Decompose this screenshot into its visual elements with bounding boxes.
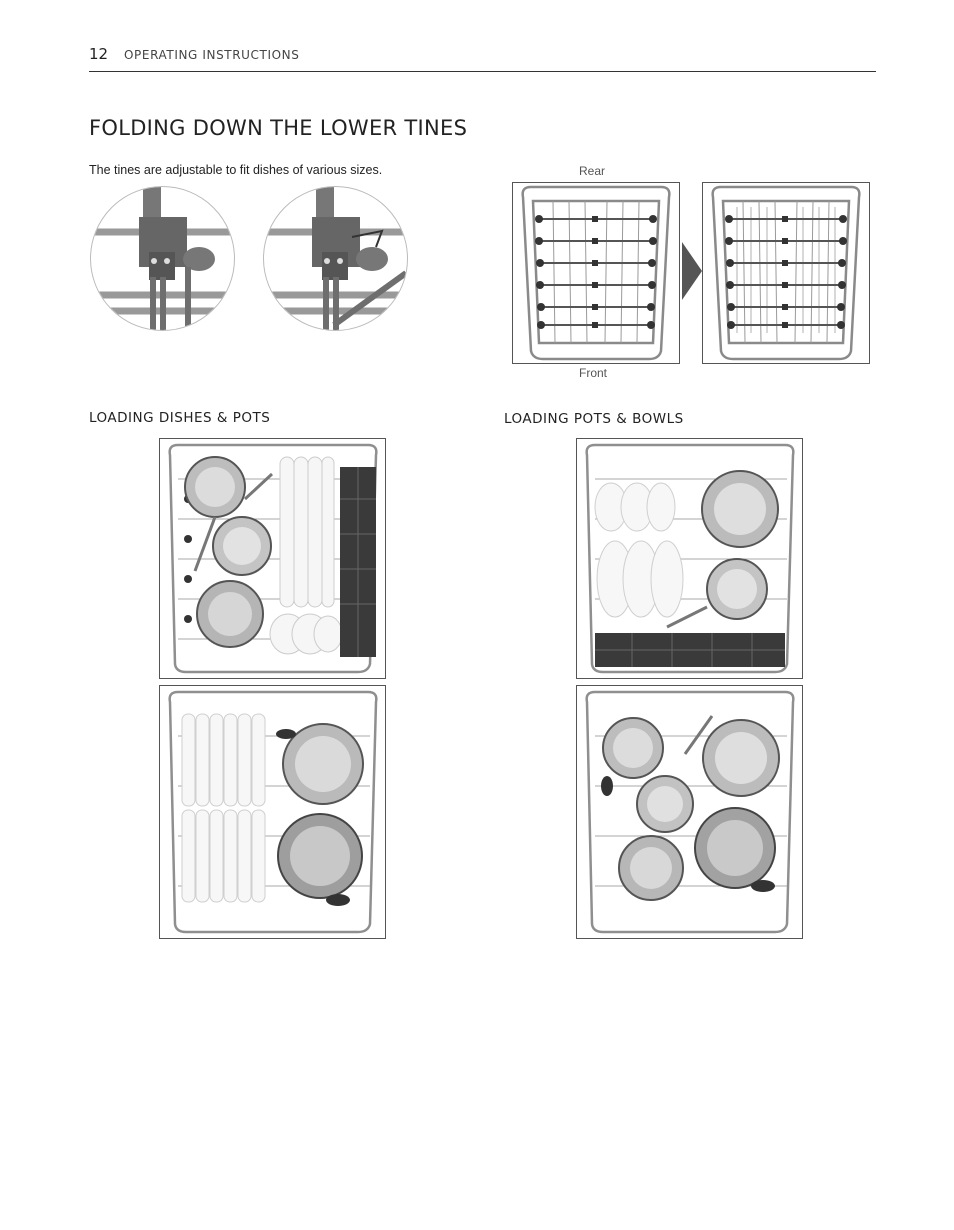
header-divider [89,71,876,72]
loading-pots-bowls-photo-1 [576,438,803,679]
loading-pots-bowls-photo-2 [576,685,803,939]
loading-dishes-pots-photo-1 [159,438,386,679]
intro-text: The tines are adjustable to fit dishes of various sizes. [89,163,383,177]
rack-rear-label: Rear [579,164,606,178]
rack-tines-up-image [512,182,680,364]
tine-closeup-upright-image [90,186,235,331]
arrow-right-icon [682,242,702,300]
page-number: 12 [89,45,109,63]
loading-dishes-pots-heading: LOADING DISHES & POTS [89,410,271,426]
tine-closeup-folded-image [263,186,408,331]
rack-tines-down-image [702,182,870,364]
rack-front-label: Front [579,366,608,380]
section-title: FOLDING DOWN THE LOWER TINES [89,116,468,140]
header-section-title: OPERATING INSTRUCTIONS [124,48,300,62]
loading-dishes-pots-photo-2 [159,685,386,939]
loading-pots-bowls-heading: LOADING POTS & BOWLS [504,411,684,427]
